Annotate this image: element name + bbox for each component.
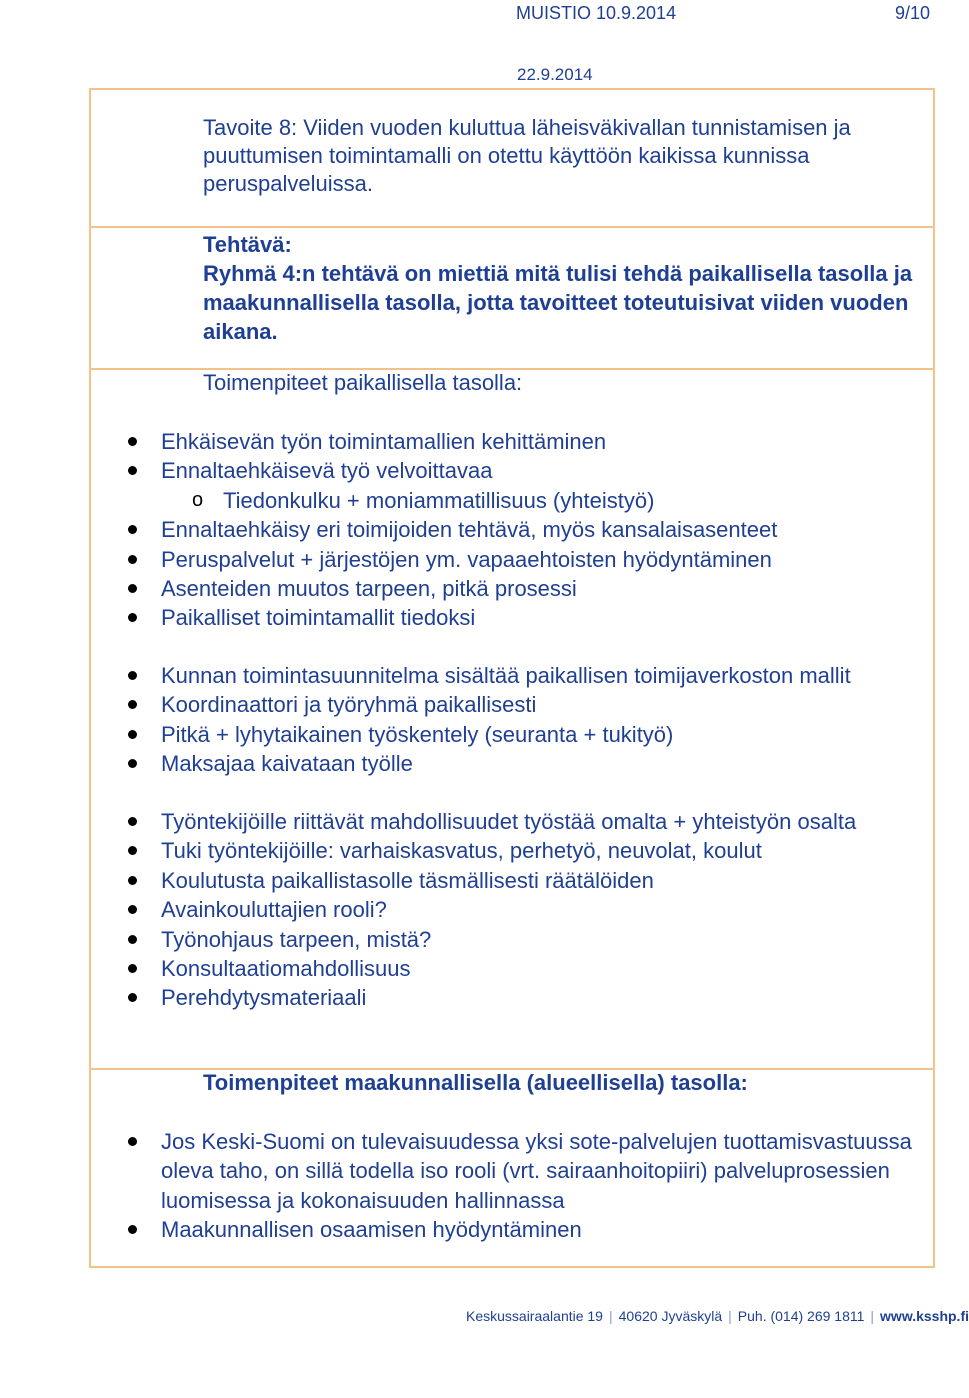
local-list-1 <box>0 427 935 633</box>
header-title: MUISTIO 10.9.2014 <box>516 3 677 23</box>
bullet-icon <box>128 817 137 826</box>
page-number: 9/10 <box>895 3 931 23</box>
divider-goal <box>89 226 935 228</box>
list-item: Ennaltaehkäisy eri toimijoiden tehtävä, myös kansalaisasenteet <box>0 515 935 544</box>
footer-phone: Puh. (014) 269 1811 <box>737 1308 865 1324</box>
document-date: 22.9.2014 <box>517 65 593 84</box>
bullet-icon <box>128 964 137 973</box>
list-item: Koordinaattori ja työryhmä paikallisesti <box>0 690 935 719</box>
bullet-icon <box>128 613 137 622</box>
task-label: Tehtävä: <box>203 232 292 257</box>
regional-measures-heading: Toimenpiteet maakunnallisella (alueellisella) tasolla: <box>203 1070 748 1095</box>
footer-separator: | <box>608 1308 613 1324</box>
list-item: Ennaltaehkäisevä työ velvoittavaa <box>0 456 935 485</box>
local-list-2 <box>0 661 935 779</box>
list-item: Peruspalvelut + järjestöjen ym. vapaaehtoisten hyödyntäminen <box>0 545 935 574</box>
bullet-icon <box>128 876 137 885</box>
sub-bullet-icon: o <box>192 488 204 511</box>
footer-url-link[interactable]: www.ksshp.fi <box>880 1308 969 1324</box>
bullet-icon <box>128 584 137 593</box>
list-item: Työntekijöille riittävät mahdollisuudet työstää omalta + yhteistyön osalta <box>0 807 935 836</box>
bullet-icon <box>128 437 137 446</box>
bullet-icon <box>128 1137 137 1146</box>
footer-separator: | <box>870 1308 875 1324</box>
list-item: Konsultaatiomahdollisuus <box>0 954 935 983</box>
list-item: Paikalliset toimintamallit tiedoksi <box>0 603 935 632</box>
sub-list-item: o Tiedonkulku + moniammatillisuus (yhteistyö) <box>0 486 935 515</box>
list-item: Työnohjaus tarpeen, mistä? <box>0 925 935 954</box>
list-item: Kunnan toimintasuunnitelma sisältää paikallisen toimijaverkoston mallit <box>0 661 935 690</box>
footer-postal: 40620 Jyväskylä <box>618 1308 723 1324</box>
list-item: Perehdytysmateriaali <box>0 983 935 1012</box>
bullet-icon <box>128 1225 137 1234</box>
footer-separator: | <box>728 1308 732 1324</box>
list-item: Maakunnallisen osaamisen hyödyntäminen <box>0 1215 935 1244</box>
footer-contact <box>466 1308 969 1324</box>
list-item: Koulutusta paikallistasolle täsmällisesti räätälöiden <box>0 866 935 895</box>
bullet-icon <box>128 671 137 680</box>
list-item: Tuki työntekijöille: varhaiskasvatus, perhetyö, neuvolat, koulut <box>0 836 935 865</box>
task-block <box>203 230 933 346</box>
regional-list <box>0 1127 935 1245</box>
bullet-icon <box>128 993 137 1002</box>
list-item: Asenteiden muutos tarpeen, pitkä prosessi <box>0 574 935 603</box>
bullet-icon <box>128 466 137 475</box>
bullet-icon <box>128 935 137 944</box>
footer-address: Keskussairaalantie 19 <box>466 1308 603 1324</box>
bullet-icon <box>128 730 137 739</box>
bullet-icon <box>128 905 137 914</box>
task-text: Ryhmä 4:n tehtävä on miettiä mitä tulisi tehdä paikallisella tasolla ja maakunnallisella tasolla, jotta tavoitteet toteutuisivat viiden vuoden aikana. <box>203 261 913 344</box>
list-item: Maksajaa kaivataan työlle <box>0 749 935 778</box>
bullet-icon <box>128 700 137 709</box>
bullet-icon <box>128 846 137 855</box>
goal-text: Tavoite 8: Viiden vuoden kuluttua läheisväkivallan tunnistamisen ja puuttumisen toimintamalli on otettu käyttöön kaikissa kunnissa peruspalveluissa. <box>203 115 851 196</box>
local-measures-heading: Toimenpiteet paikallisella tasolla: <box>203 370 523 395</box>
list-item: Ehkäisevän työn toimintamallien kehittäminen <box>0 427 935 456</box>
list-item: Jos Keski-Suomi on tulevaisuudessa yksi sote-palvelujen tuottamisvastuussa oleva taho, on sillä todella iso rooli (vrt. sairaanhoitopiiri) palveluprosessien luomisessa ja kokonaisuuden hallinnassa <box>0 1127 935 1215</box>
bullet-icon <box>128 555 137 564</box>
local-list-3 <box>0 807 935 1013</box>
list-item: Avainkouluttajien rooli? <box>0 895 935 924</box>
list-item: Pitkä + lyhytaikainen työskentely (seuranta + tukityö) <box>0 720 935 749</box>
bullet-icon <box>128 525 137 534</box>
bullet-icon <box>128 759 137 768</box>
